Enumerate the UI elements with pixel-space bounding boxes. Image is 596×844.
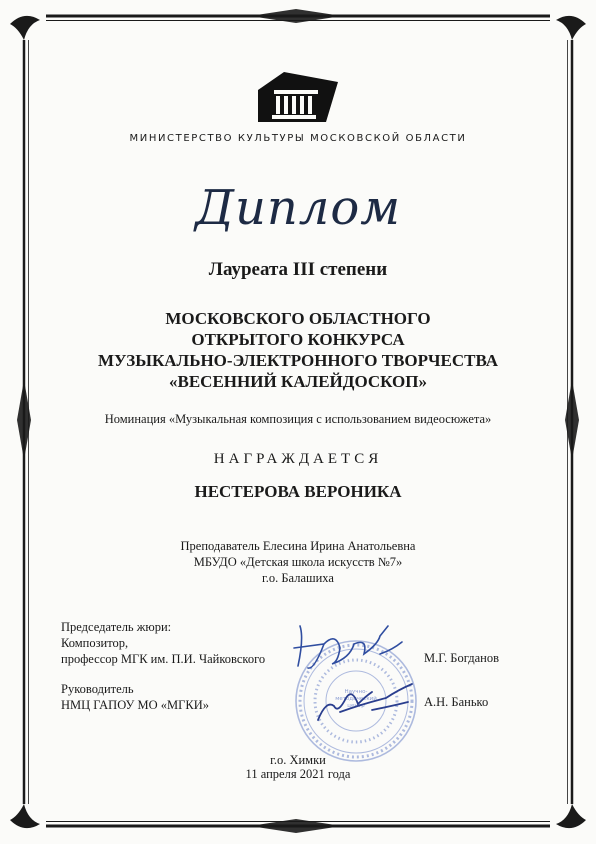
head-organization: НМЦ ГАПОУ МО «МГКИ» (61, 698, 209, 712)
teacher-line: Преподаватель Елесина Ирина Анатольевна (180, 539, 416, 553)
stamp-text: Научно-методический центр (335, 689, 377, 709)
city-line: г.о. Балашиха (262, 571, 334, 585)
head-title: Руководитель (61, 682, 134, 696)
chair-role: Композитор, (61, 636, 129, 650)
footer-city: г.о. Химки (270, 753, 326, 767)
awardee-name: НЕСТЕРОВА ВЕРОНИКА (194, 482, 402, 501)
ministry-logo (254, 68, 340, 124)
school-line: МБУДО «Детская школа искусств №7» (193, 555, 403, 569)
contest-line-2: ОТКРЫТОГО КОНКУРСА (191, 330, 405, 349)
head-signature (312, 680, 422, 726)
chair-position: профессор МГК им. П.И. Чайковского (61, 652, 266, 666)
contest-line-3: МУЗЫКАЛЬНО-ЭЛЕКТРОННОГО ТВОРЧЕСТВА (97, 351, 498, 370)
laureate-degree: Лауреата III степени (208, 259, 388, 280)
footer-date: 11 апреля 2021 года (245, 767, 351, 781)
head-name: А.Н. Банько (424, 695, 489, 709)
nomination: Номинация «Музыкальная композиция с использованием видеосюжета» (104, 412, 492, 426)
chair-title: Председатель жюри: (61, 620, 172, 634)
contest-line-4: «ВЕСЕННИЙ КАЛЕЙДОСКОП» (168, 372, 428, 391)
contest-line-1: МОСКОВСКОГО ОБЛАСТНОГО (165, 309, 431, 328)
ministry-name: МИНИСТЕРСТВО КУЛЬТУРЫ МОСКОВСКОЙ ОБЛАСТИ (129, 133, 467, 144)
chair-signature (284, 618, 414, 678)
awarded-label: НАГРАЖДАЕТСЯ (213, 451, 383, 467)
diploma-title: Диплом (194, 180, 402, 236)
chair-name: М.Г. Богданов (424, 651, 499, 665)
